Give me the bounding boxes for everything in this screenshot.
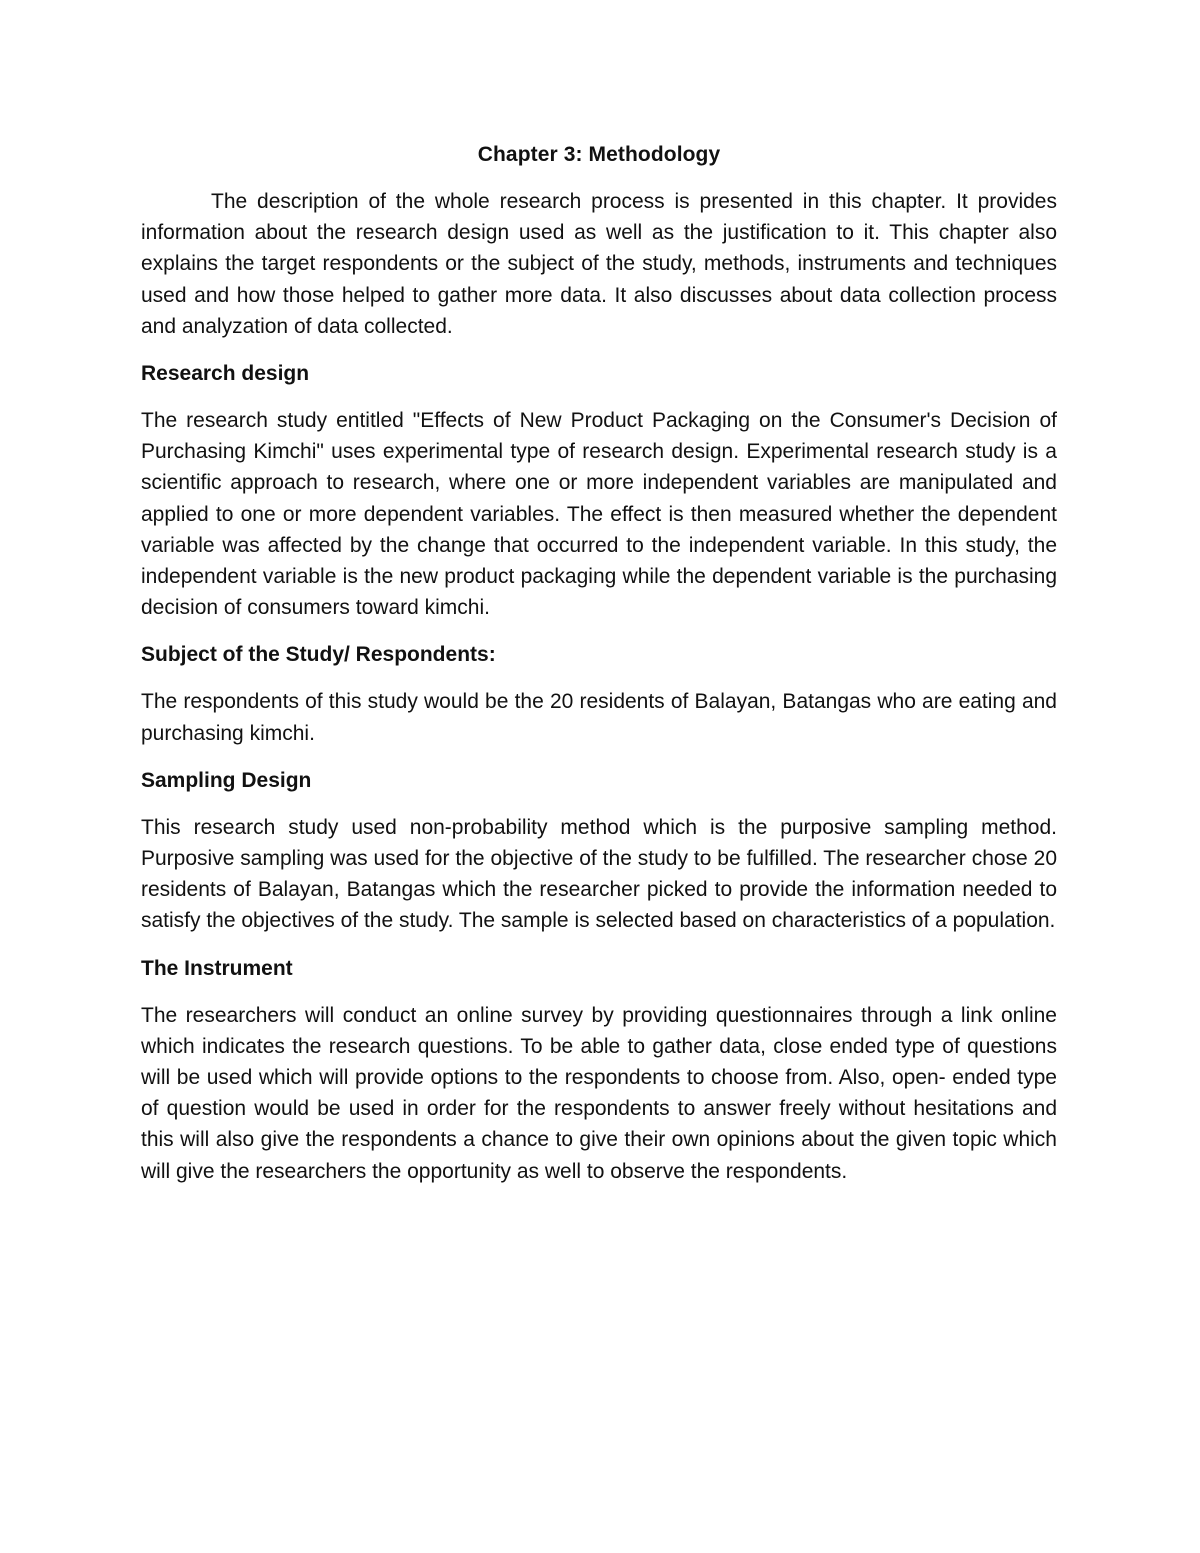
section-heading: Research design — [141, 362, 310, 386]
document-page — [141, 139, 1057, 1203]
section-sampling-design — [141, 765, 1057, 937]
section-paragraph: The respondents of this study would be the 20 residents of Balayan, Batangas who are eating and purchasing kimchi. — [141, 690, 1057, 745]
section-heading: The Instrument — [141, 956, 293, 980]
section-instrument — [141, 953, 1057, 1187]
section-heading: Subject of the Study/ Respondents: — [141, 643, 496, 667]
chapter-title: Chapter 3: Methodology — [477, 143, 721, 166]
section-heading: Sampling Design — [141, 768, 312, 792]
intro-paragraph: The description of the whole research process is presented in this chapter. It provides information about the research design used as well as the justification to it. This chapter also explains the target respondents or the subject of the study, methods, instruments and techniques used and how those helped to gather more data. It also discusses about data collection process and analyzation of data collected. — [141, 190, 1057, 338]
section-respondents — [141, 639, 1057, 748]
section-research-design — [141, 358, 1057, 623]
section-paragraph: This research study used non-probability method which is the purposive sampling method. Purposive sampling was used for the objective of the study to be fulfilled. The researcher chose 20 residents of Balayan, Batangas which the researcher picked to provide the information needed to satisfy the objectives of the study. The sample is selected based on characteristics of a population. — [141, 815, 1057, 933]
section-paragraph: The researchers will conduct an online survey by providing questionnaires through a link online which indicates the research questions. To be able to gather data, close ended type of questions will be used which will provide options to the respondents to choose from. Also, open- ended type of question would be used in order for the respondents to answer freely without hesitations and this will also give the respondents a chance to give their own opinions about the given topic which will give the researchers the opportunity as well to observe the respondents. — [141, 1003, 1057, 1183]
section-paragraph: The research study entitled "Effects of New Product Packaging on the Consumer's Decision of Purchasing Kimchi" uses experimental type of research design. Experimental research study is a scientific approach to research, where one or more independent variables are manipulated and applied to one or more dependent variables. The effect is then measured whether the dependent variable was affected by the change that occurred to the independent variable. In this study, the independent variable is the new product packaging while the dependent variable is the purchasing decision of consumers toward kimchi. — [141, 409, 1057, 620]
